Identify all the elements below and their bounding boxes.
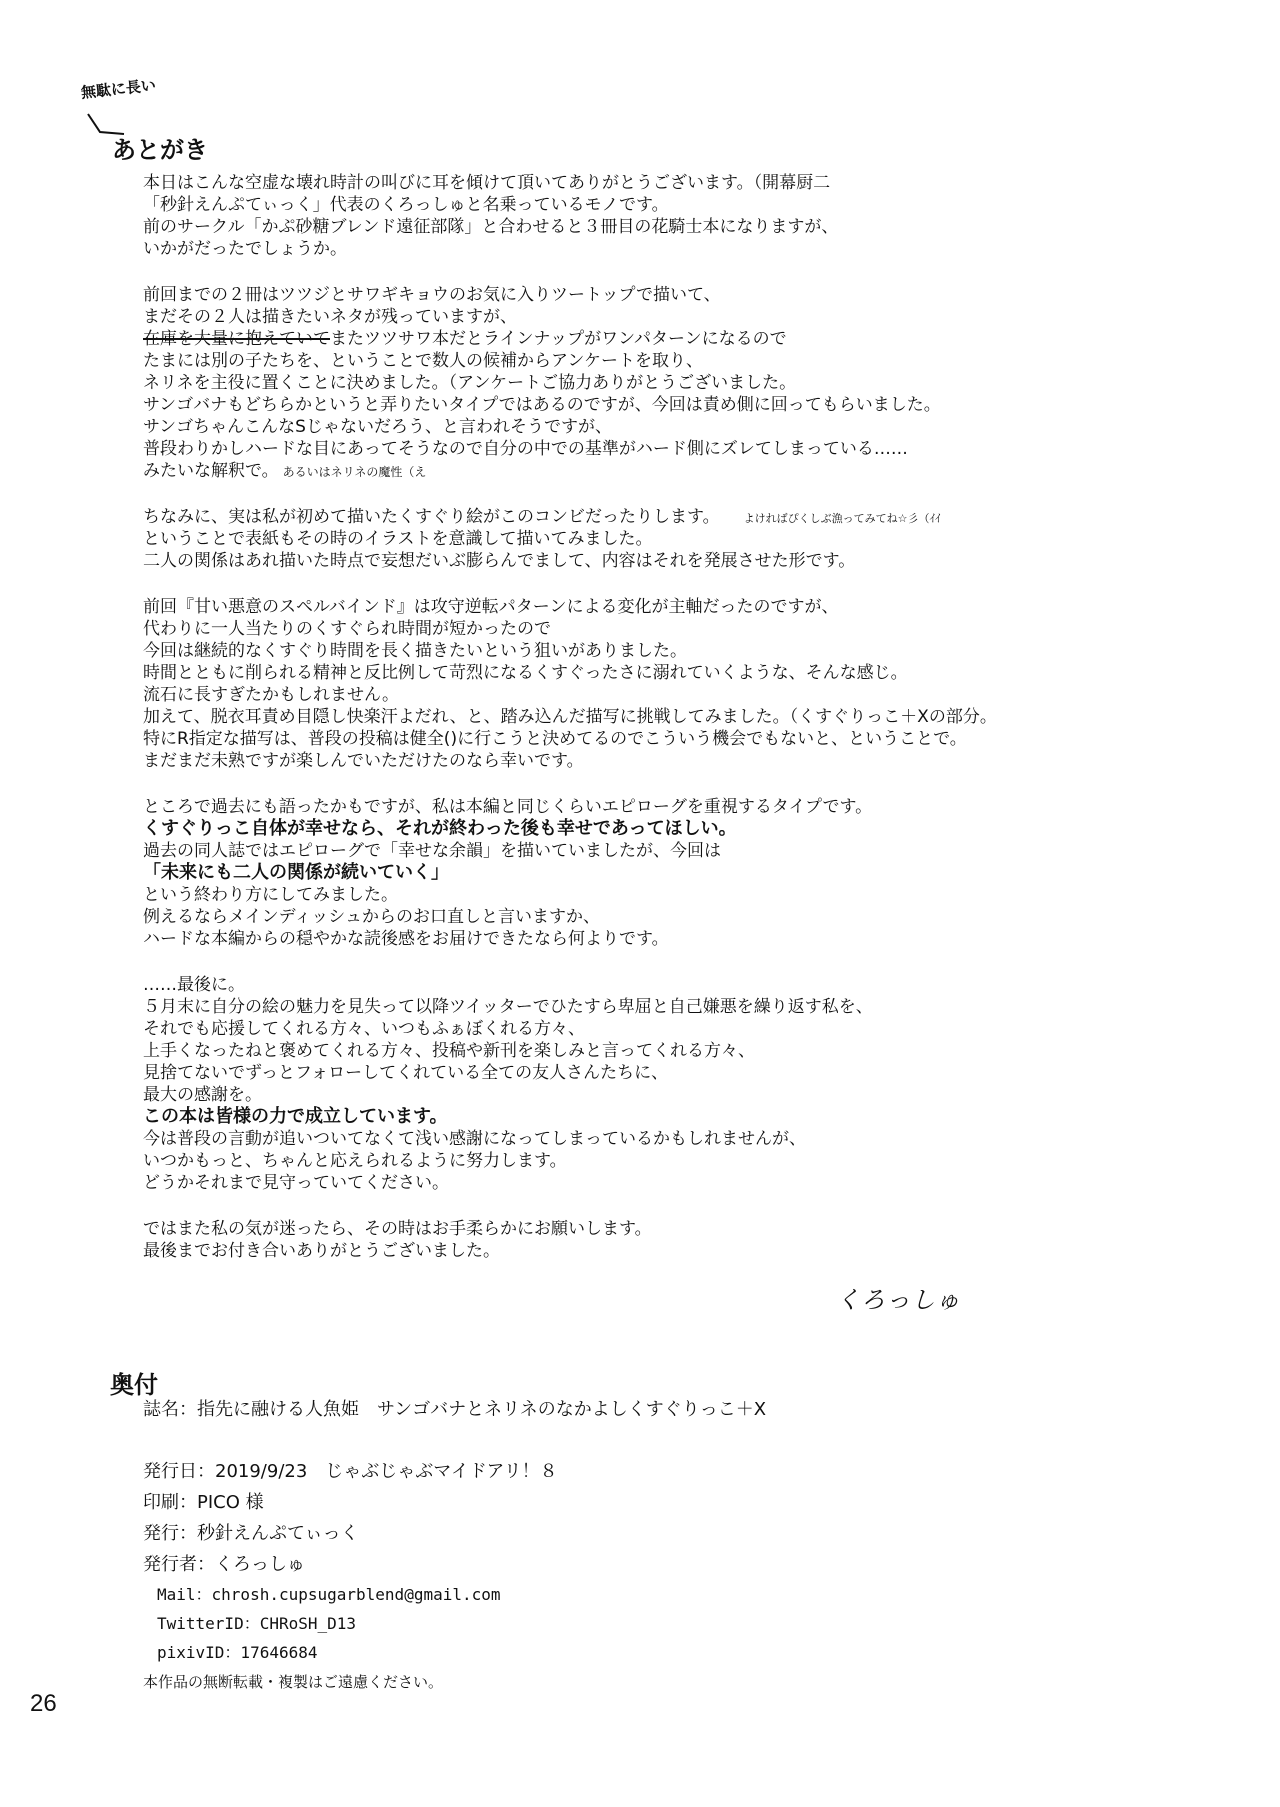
mail-address: Mail：chrosh.cupsugarblend@gmail.com — [157, 1585, 501, 1604]
text-line: 例えるならメインディッシュからのお口直しと言いますか、 — [143, 907, 600, 927]
text-line: 前回『甘い悪意のスペルバインド』は攻守逆転パターンによる変化が主軸だったのですが、 — [143, 597, 839, 617]
text-line: ……最後に。 — [143, 975, 245, 995]
text-line: 見捨てないでずっとフォローしてくれている全ての友人さんたちに、 — [143, 1063, 669, 1083]
text-line: まだまだ未熟ですが楽しんでいただけたのなら幸いです。 — [143, 751, 584, 771]
paragraph-content — [143, 596, 1163, 772]
author-signature: くろっしゅ — [836, 1286, 961, 1314]
text-line: いつかもっと、ちゃんと応えられるように努力します。 — [143, 1151, 567, 1171]
paragraph-first-drawing — [143, 506, 1163, 572]
text-line: ではまた私の気が迷ったら、その時はお手柔らかにお願いします。 — [143, 1219, 652, 1239]
page-number: 26 — [30, 1690, 57, 1717]
paragraph-intro — [143, 172, 1163, 260]
author: 発行者：くろっしゅ — [143, 1554, 305, 1575]
text-line: ハードな本編からの穏やかな読後感をお届けできたなら何よりです。 — [143, 929, 669, 949]
contact-info — [157, 1580, 1143, 1667]
text-line: 最後までお付き合いありがとうございました。 — [143, 1241, 500, 1261]
emphasis-line: 「未来にも二人の関係が続いていく」 — [143, 862, 449, 883]
emphasis-line: この本は皆様の力で成立しています。 — [143, 1106, 448, 1127]
paragraph-epilogue — [143, 796, 1163, 950]
text-line: 今回は継続的なくすぐり時間を長く描きたいという狙いがありました。 — [143, 641, 687, 661]
text-line: 最大の感謝を。 — [143, 1085, 262, 1105]
paragraph-thanks — [143, 974, 1163, 1194]
text-line: それでも応援してくれる方々、いつもふぁぼくれる方々、 — [143, 1019, 585, 1039]
text-line: 時間とともに削られる精神と反比例して苛烈になるくすぐったさに溺れていくような、そんな感じ。 — [143, 663, 908, 683]
publication-info — [143, 1456, 1143, 1580]
text-line-struck — [143, 328, 1163, 350]
text-line: ネリネを主役に置くことに決めました。（アンケートご協力ありがとうございました。 — [143, 373, 797, 393]
text-line: ５月末に自分の絵の魅力を見失って以降ツイッターでひたすら卑屈と自己嫌悪を繰り返す私を、 — [143, 997, 873, 1017]
text-line: 二人の関係はあれ描いた時点で妄想だいぶ膨らんでまして、内容はそれを発展させた形です。 — [143, 551, 856, 571]
small-note: あるいはネリネの魔性（え — [282, 465, 427, 479]
page-title: あとがき — [112, 136, 208, 164]
issue-date: 発行日：2019/9/23 じゃぶじゃぶマイドアリ！８ — [143, 1461, 558, 1482]
struck-text: 在庫を大量に抱えていて — [143, 329, 330, 349]
text-line: 前のサークル「かぷ砂糖ブレンド遠征部隊」と合わせると３冊目の花騎士本になりますが、 — [143, 217, 839, 237]
pixiv-id: pixivID：17646684 — [157, 1643, 318, 1662]
text-line: たまには別の子たちを、ということで数人の候補からアンケートを取り、 — [143, 351, 703, 371]
text-line: 過去の同人誌ではエピローグで「幸せな余韻」を描いていましたが、今回は — [143, 841, 721, 861]
text-line: いかがだったでしょうか。 — [143, 239, 347, 259]
printer: 印刷：PICO 様 — [143, 1492, 264, 1513]
text-line: サンゴバナもどちらかというと弄りたいタイプではあるのですが、今回は責め側に回ってもらいました。 — [143, 395, 941, 415]
publisher: 発行：秒針えんぷてぃっく — [143, 1523, 359, 1544]
text-line: 「秒針えんぷてぃっく」代表のくろっしゅと名乗っているモノです。 — [143, 195, 669, 215]
struck-continuation: またツツサワ本だとラインナップがワンパターンになるので — [330, 329, 787, 349]
text-line: どうかそれまで見守っていてください。 — [143, 1173, 449, 1193]
colophon — [143, 1398, 1143, 1693]
text-segment: ちなみに、実は私が初めて描いたくすぐり絵がこのコンビだったりします。 — [143, 507, 720, 527]
twitter-id: TwitterID：CHRoSH_D13 — [157, 1614, 357, 1633]
text-line: 今は普段の言動が追いついてなくて浅い感謝になってしまっているかもしれませんが、 — [143, 1129, 806, 1149]
header-tag: 無駄に長い — [80, 76, 157, 102]
afterword-body — [143, 172, 1163, 1286]
text-line: 前回までの２冊はツツジとサワギキョウのお気に入りツートップで描いて、 — [143, 285, 721, 305]
text-line: 流石に長すぎたかもしれません。 — [143, 685, 400, 705]
text-line: まだその２人は描きたいネタが残っていますが、 — [143, 307, 517, 327]
text-line: サンゴちゃんこんなSじゃないだろう、と言われそうですが、 — [143, 417, 612, 437]
text-line: 代わりに一人当たりのくすぐられ時間が短かったので — [143, 619, 551, 639]
text-line: ところで過去にも語ったかもですが、私は本編と同じくらいエピローグを重視するタイプです。 — [143, 797, 873, 817]
text-line: 上手くなったねと褒めてくれる方々、投稿や新刊を楽しみと言ってくれる方々、 — [143, 1041, 755, 1061]
text-line-with-note — [143, 460, 1163, 482]
paragraph-closing — [143, 1218, 1163, 1262]
text-line: 本日はこんな空虚な壊れ時計の叫びに耳を傾けて頂いてありがとうございます。（開幕厨二 — [143, 173, 831, 193]
emphasis-line: くすぐりっこ自体が幸せなら、それが終わった後も幸せであってほしい。 — [143, 818, 737, 839]
text-line: 特にR指定な描写は、普段の投稿は健全()に行こうと決めてるのでこういう機会でもないと、ということで。 — [143, 729, 967, 749]
colophon-heading: 奥付 — [110, 1371, 158, 1399]
copyright-notice: 本作品の無断転載・複製はご遠慮ください。 — [143, 1673, 444, 1691]
aside-note: よければぴくしぶ漁ってみてね☆彡（ｲｲ — [743, 512, 941, 525]
text-line: 普段わりかしハードな目にあってそうなので自分の中での基準がハード側にズレてしまっている…… — [143, 439, 908, 459]
book-title: 誌名：指先に融ける人魚姫 サンゴバナとネリネのなかよしくすぐりっこ＋X — [143, 1399, 767, 1420]
text-line-with-aside — [143, 506, 1163, 528]
paragraph-characters — [143, 284, 1163, 482]
text-line: 加えて、脱衣耳責め目隠し快楽汗よだれ、と、踏み込んだ描写に挑戦してみました。（くすぐりっこ＋Xの部分。 — [143, 707, 997, 727]
text-segment: みたいな解釈で。 — [143, 461, 279, 481]
text-line: ということで表紙もその時のイラストを意識して描いてみました。 — [143, 529, 653, 549]
text-line: という終わり方にしてみました。 — [143, 885, 398, 905]
